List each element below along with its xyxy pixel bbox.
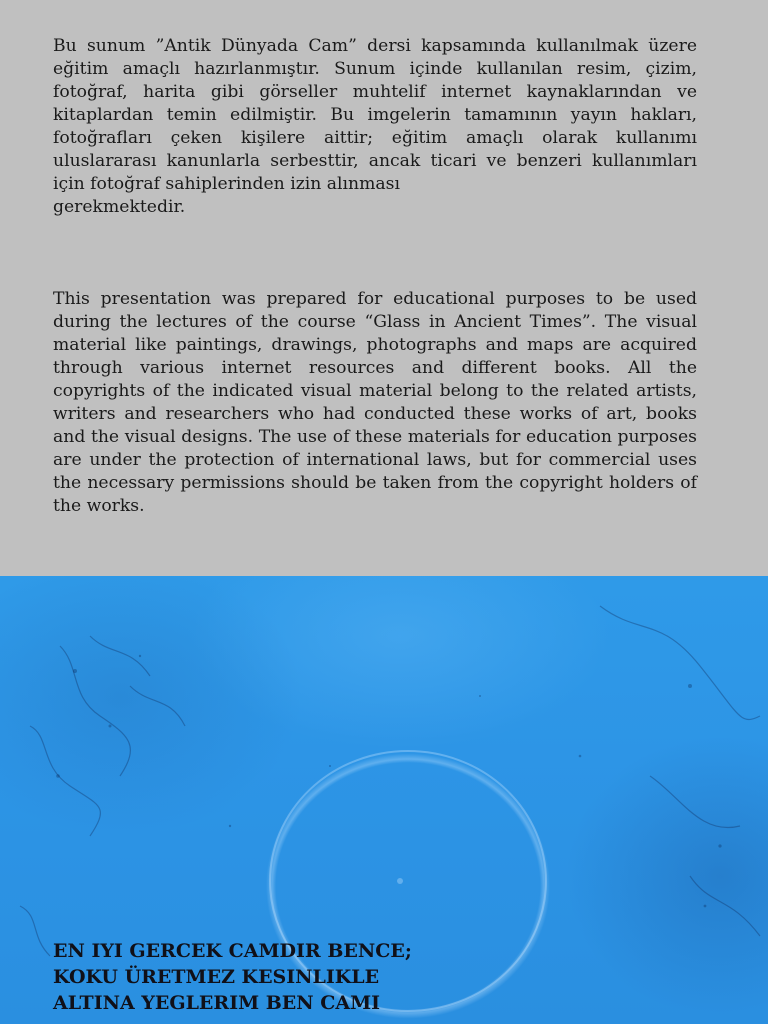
caption-line-1: EN IYI GERCEK CAMDIR BENCE; xyxy=(53,940,412,962)
disclaimer-text-turkish: Bu sunum ”Antik Dünyada Cam” dersi kapsamında kullanılmak üzere eğitim amaçlı hazırlanmıştır. Sunum içinde kullanılan resim, çizim, fotoğraf, harita gibi görseller muhtelif internet kaynaklarından ve kitaplardan temin edilmiştir. Bu imgelerin tamamının yayın hakları, fotoğrafları çeken kişilere aittir; eğitim amaçlı olarak kullanımı uluslararası kanunlarla serbesttir, ancak ticari ve benzeri kullanımları için fotoğraf sahiplerinden izin alınması gerekmektedir. xyxy=(53,36,697,217)
caption-text xyxy=(53,938,412,1016)
disclaimer-text-english: This presentation was prepared for educational purposes to be used during the lectures of the course “Glass in Ancient Times”. The visual material like paintings, drawings, photographs and maps are acquired through various internet resources and different books. All the copyrights of the indicated visual material belong to the related artists, writers and researchers who had conducted these works of art, books and the visual designs. The use of these materials for education purposes are under the protection of international laws, but for commercial uses the necessary permissions should be taken from the copyright holders of the works. xyxy=(53,289,697,516)
glass-photo-slide xyxy=(0,576,768,1024)
caption-line-3: ALTINA YEGLERIM BEN CAMI xyxy=(53,992,381,1014)
caption-line-2: KOKU ÜRETMEZ KESINLIKLE xyxy=(53,966,380,988)
